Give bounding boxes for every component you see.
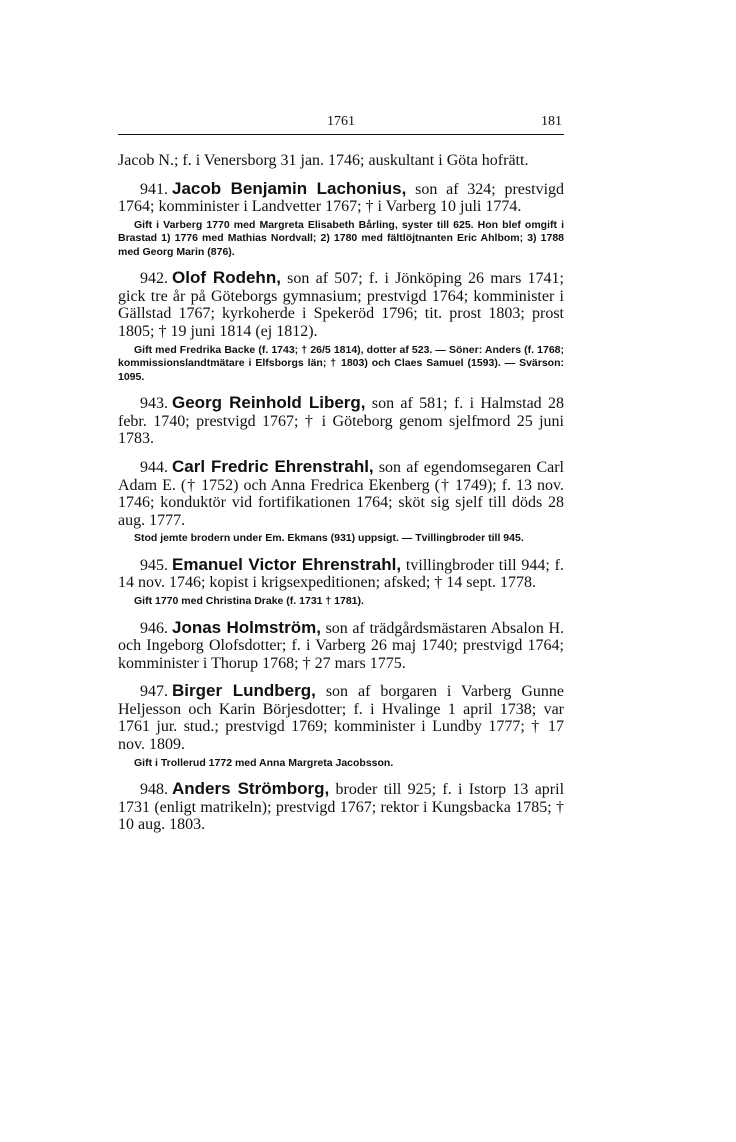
entry-number: 942. xyxy=(140,270,168,288)
entry-943 xyxy=(118,394,564,448)
entry-name: Emanuel Victor Ehrenstrahl, xyxy=(172,554,402,574)
page-number: 181 xyxy=(541,114,562,129)
entry-941 xyxy=(118,180,564,216)
entry-947 xyxy=(118,682,564,753)
entry-text: tvillingbroder till 944; f. 14 nov. 1746; kopist i krigsexpeditionen; afsked; † 14 sept. 1778. xyxy=(118,556,565,592)
entry-name: Jacob Benjamin Lachonius, xyxy=(172,178,407,198)
entry-text: son af 581; f. i Halmstad 28 febr. 1740; prestvigd 1767; † i Göteborg genom sjelfmord 25 juni 1783. xyxy=(118,395,564,448)
entry-number: 943. xyxy=(140,395,168,413)
entry-number: 944. xyxy=(140,458,168,476)
entry-text: son af 507; f. i Jönköping 26 mars 1741; gick tre år på Göteborgs gymnasium; prestvigd 1764; komminister i Gällstad 1767; kyrkoherde i Spekeröd 1796; tit. prost 1803; prost 1805; † 19 juni 1814 (ej 1812). xyxy=(118,270,564,341)
entry-number: 941. xyxy=(140,180,168,198)
entry-name: Anders Strömborg, xyxy=(172,779,330,799)
entry-number: 948. xyxy=(140,781,168,799)
entry-name: Olof Rodehn, xyxy=(172,268,281,288)
entry-942 xyxy=(118,269,564,340)
entry-text: son af 324; prestvigd 1764; komminister i Landvetter 1767; † i Varberg 10 juli 1774. xyxy=(118,180,565,216)
entry-text: son af borgaren i Varberg Gunne Heljesson och Karin Börjesdotter; f. i Hvalinge 1 april 1738; var 1761 jur. stud.; prestvigd 1769; komminister i Lundby 1777; † 17 nov. 1809. xyxy=(118,683,565,754)
entry-name: Carl Fredric Ehrenstrahl, xyxy=(172,456,374,476)
entry-note: Gift med Fredrika Backe (f. 1743; † 26/5 1814), dotter af 523. — Söner: Anders (f. 1768; kommissionslandtmätare i Elfsborgs län; † 1803) och Claes Samuel (1593). — Svärson: 1095. xyxy=(118,343,564,383)
page-body xyxy=(118,152,564,834)
entry-text: broder till 925; f. i Istorp 13 april 1731 (enligt matrikeln); prestvigd 1767; rektor i Kungsbacka 1785; † 10 aug. 1803. xyxy=(118,781,565,834)
entry-944 xyxy=(118,458,564,529)
entry-number: 947. xyxy=(140,683,168,701)
entry-945 xyxy=(118,556,564,592)
entry-946 xyxy=(118,619,564,673)
entry-note: Gift i Varberg 1770 med Margreta Elisabeth Bårling, syster till 625. Hon blef omgift i Brastad 1) 1776 med Mathias Nordvall; 2) 1780 med fältlöjtnanten Eric Ahlbom; 3) 1788 med Georg Marin (876). xyxy=(118,218,564,258)
running-header xyxy=(118,112,564,135)
entry-text: son af trädgårdsmästaren Absalon H. och Ingeborg Olofsdotter; f. i Varberg 26 maj 1740; prestvigd 1764; komminister i Thorup 1768; † 27 mars 1775. xyxy=(118,619,564,672)
continuation-paragraph: Jacob N.; f. i Venersborg 31 jan. 1746; auskultant i Göta hofrätt. xyxy=(118,152,529,169)
header-year: 1761 xyxy=(327,114,355,129)
entry-note: Stod jemte brodern under Em. Ekmans (931) uppsigt. — Tvillingbroder till 945. xyxy=(134,532,524,545)
entry-number: 946. xyxy=(140,619,168,637)
entry-note: Gift 1770 med Christina Drake (f. 1731 † 1781). xyxy=(134,595,364,607)
entry-name: Jonas Holmström, xyxy=(172,617,321,637)
entry-text: son af egendomsegaren Carl Adam E. († 1752) och Anna Fredrica Ekenberg († 1749); f. 13 nov. 1746; konduktör vid fortifikationen 1764; sköt sig sjelf till döds 28 aug. 1777. xyxy=(118,458,564,529)
entry-name: Birger Lundberg, xyxy=(172,681,316,701)
entry-948 xyxy=(118,780,564,834)
entry-note: Gift i Trollerud 1772 med Anna Margreta Jacobsson. xyxy=(134,756,394,769)
book-page xyxy=(118,112,564,834)
entry-number: 945. xyxy=(140,556,168,574)
entry-name: Georg Reinhold Liberg, xyxy=(172,393,366,413)
